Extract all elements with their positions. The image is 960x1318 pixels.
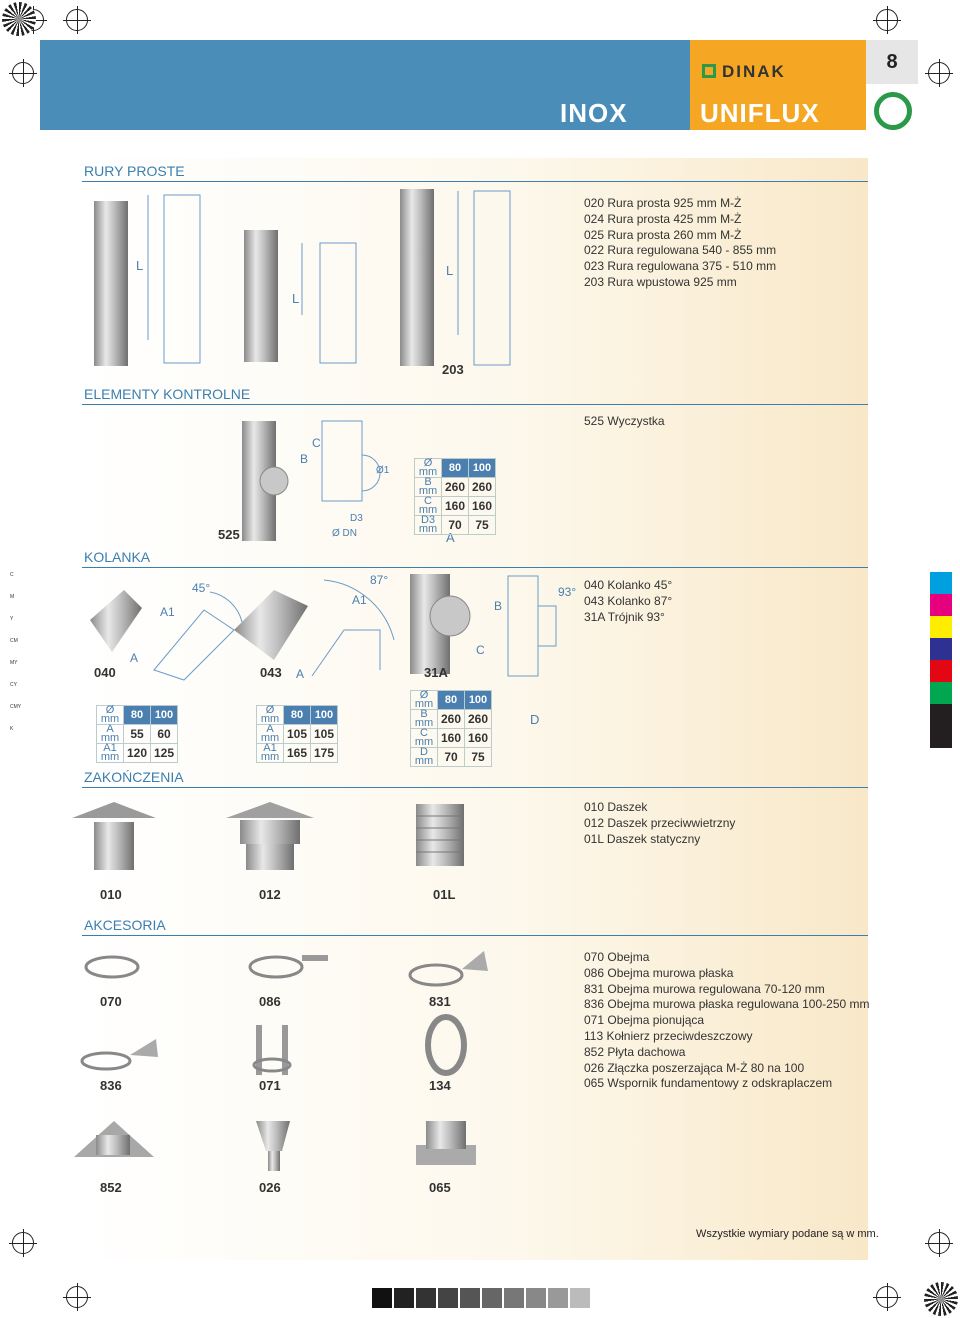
table-cell: 105 bbox=[284, 725, 311, 744]
code-070: 070 bbox=[100, 994, 122, 1009]
dim-L: L bbox=[446, 263, 454, 278]
table-cell: 160 bbox=[469, 497, 496, 516]
dim-d: D bbox=[530, 712, 540, 727]
table-040 bbox=[96, 705, 178, 763]
gray-step bbox=[438, 1288, 458, 1308]
table-cell: B mm bbox=[411, 710, 438, 729]
table-row bbox=[411, 710, 492, 729]
color-label-cy: CY bbox=[10, 682, 17, 688]
dim-L: L bbox=[292, 291, 300, 306]
table-row bbox=[415, 516, 496, 535]
gray-step bbox=[460, 1288, 480, 1308]
code-134: 134 bbox=[429, 1078, 451, 1093]
grayscale-bar bbox=[372, 1288, 592, 1313]
table-row bbox=[411, 691, 492, 710]
table-cell: 100 bbox=[465, 691, 492, 710]
desc-line: 022 Rura regulowana 540 - 855 mm bbox=[584, 243, 777, 258]
table-row bbox=[415, 459, 496, 478]
series-circle-icon bbox=[874, 92, 912, 130]
table-cell: 260 bbox=[465, 710, 492, 729]
color-bar-right bbox=[930, 572, 952, 748]
swatch-green bbox=[930, 682, 952, 704]
code-012: 012 bbox=[259, 887, 281, 902]
gray-step bbox=[372, 1288, 392, 1308]
brand-inox: INOX bbox=[560, 98, 628, 128]
table-cell: 260 bbox=[438, 710, 465, 729]
table-row bbox=[97, 706, 178, 725]
table-cell: Ø mm bbox=[257, 706, 284, 725]
table-043 bbox=[256, 705, 338, 763]
table-row bbox=[97, 744, 178, 763]
section-divider bbox=[82, 935, 868, 936]
table-row bbox=[411, 729, 492, 748]
table-cell: 70 bbox=[438, 748, 465, 767]
dim-a1: A1 bbox=[160, 605, 175, 619]
gray-step bbox=[504, 1288, 524, 1308]
gray-step bbox=[570, 1288, 590, 1308]
desc-line: 025 Rura prosta 260 mm M-Ż bbox=[584, 227, 742, 242]
code-026: 026 bbox=[259, 1180, 281, 1195]
desc-line: 026 Złączka poszerzająca M-Ż 80 na 100 bbox=[584, 1060, 805, 1075]
dim-d3: D3 bbox=[350, 513, 363, 524]
color-label-c: C bbox=[10, 572, 14, 578]
desc-line: 024 Rura prosta 425 mm M-Ż bbox=[584, 211, 742, 226]
logo-text: DINAK bbox=[722, 62, 786, 81]
dim-o1: Ø1 bbox=[376, 465, 390, 476]
code-010: 010 bbox=[100, 887, 122, 902]
table-cell: A1 mm bbox=[97, 744, 124, 763]
table-cell: C mm bbox=[415, 497, 442, 516]
desc-line: 070 Obejma bbox=[584, 950, 650, 964]
table-cell: 75 bbox=[465, 748, 492, 767]
section-title-kontrolne: ELEMENTY KONTROLNE bbox=[84, 386, 251, 402]
table-row bbox=[257, 744, 338, 763]
angle-87: 87° bbox=[370, 573, 389, 587]
table-cell: 80 bbox=[284, 706, 311, 725]
desc-line: 831 Obejma murowa regulowana 70-120 mm bbox=[584, 981, 825, 996]
registration-mark-icon bbox=[12, 1232, 34, 1254]
table-cell: A1 mm bbox=[257, 744, 284, 763]
table-cell: 165 bbox=[284, 744, 311, 763]
color-label-m: M bbox=[10, 594, 15, 600]
desc-line: 071 Obejma pionująca bbox=[584, 1013, 705, 1028]
angle-45: 45° bbox=[192, 581, 211, 595]
star-target-icon bbox=[2, 2, 36, 36]
table-row bbox=[415, 478, 496, 497]
color-label-k: K bbox=[10, 726, 14, 732]
section-title-zakonczenia: ZAKOŃCZENIA bbox=[84, 769, 184, 785]
registration-mark-icon bbox=[928, 1232, 950, 1254]
table-cell: Ø mm bbox=[97, 706, 124, 725]
desc-line: 203 Rura wpustowa 925 mm bbox=[584, 274, 737, 289]
rury-illustration bbox=[84, 185, 534, 375]
swatch-black bbox=[930, 704, 952, 726]
table-cell: B mm bbox=[415, 478, 442, 497]
desc-line: 31A Trójnik 93° bbox=[584, 609, 665, 624]
desc-line: 113 Kołnierz przeciwdeszczowy bbox=[584, 1028, 753, 1043]
kolanka-description bbox=[584, 578, 672, 625]
table-cell: 175 bbox=[311, 744, 338, 763]
dim-a1: A1 bbox=[352, 593, 367, 607]
table-cell: 125 bbox=[151, 744, 178, 763]
code-065: 065 bbox=[429, 1180, 451, 1195]
dim-b: B bbox=[300, 452, 309, 466]
desc-line: 01L Daszek statyczny bbox=[584, 831, 701, 846]
desc-line: 836 Obejma murowa płaska regulowana 100-250 mm bbox=[584, 997, 870, 1012]
registration-mark-icon bbox=[876, 9, 898, 31]
table-cell: 60 bbox=[151, 725, 178, 744]
desc-line: 040 Kolanko 45° bbox=[584, 578, 673, 592]
table-cell: Ø mm bbox=[411, 691, 438, 710]
table-cell: C mm bbox=[411, 729, 438, 748]
registration-mark-icon bbox=[876, 1286, 898, 1308]
section-divider bbox=[82, 404, 868, 405]
code-203: 203 bbox=[442, 362, 464, 377]
code-071: 071 bbox=[259, 1078, 281, 1093]
table-cell: D mm bbox=[411, 748, 438, 767]
gray-step bbox=[416, 1288, 436, 1308]
desc-line: 086 Obejma murowa płaska bbox=[584, 965, 734, 980]
desc-line: 525 Wyczystka bbox=[584, 414, 665, 428]
table-row bbox=[257, 706, 338, 725]
swatch-magenta bbox=[930, 594, 952, 616]
table-cell: 80 bbox=[438, 691, 465, 710]
table-cell: A mm bbox=[257, 725, 284, 744]
dim-a: A bbox=[296, 667, 305, 681]
code-525: 525 bbox=[218, 527, 240, 542]
color-bar-left bbox=[10, 572, 32, 748]
color-label-y: Y bbox=[10, 616, 14, 622]
angle-93: 93° bbox=[558, 585, 577, 599]
table-cell: 100 bbox=[469, 459, 496, 478]
desc-line: 043 Kolanko 87° bbox=[584, 593, 673, 608]
brand-uniflux: UNIFLUX bbox=[700, 98, 820, 128]
logo-mark-icon bbox=[702, 64, 716, 78]
dim-a: A bbox=[446, 530, 455, 545]
section-divider bbox=[82, 181, 868, 182]
color-label-cmy: CMY bbox=[10, 704, 22, 710]
code-31a: 31A bbox=[424, 665, 448, 680]
desc-line: 065 Wspornik fundamentowy z odskraplaczem bbox=[584, 1076, 833, 1091]
akcesoria-illustration bbox=[70, 945, 490, 1175]
swatch-yellow bbox=[930, 616, 952, 638]
table-cell: 70 bbox=[442, 516, 469, 535]
table-cell: 160 bbox=[465, 729, 492, 748]
dim-a: A bbox=[130, 651, 139, 665]
table-cell: 160 bbox=[442, 497, 469, 516]
registration-mark-icon bbox=[928, 62, 950, 84]
table-cell: 55 bbox=[124, 725, 151, 744]
gray-step bbox=[526, 1288, 546, 1308]
code-01l: 01L bbox=[433, 887, 456, 902]
rury-description bbox=[584, 196, 776, 291]
zakonczenia-description bbox=[584, 800, 735, 847]
dim-dn: Ø DN bbox=[332, 528, 357, 539]
code-831: 831 bbox=[429, 994, 451, 1009]
section-divider bbox=[82, 787, 868, 788]
table-cell: 105 bbox=[311, 725, 338, 744]
wyczystka-illustration bbox=[236, 415, 436, 545]
dim-b: B bbox=[494, 599, 503, 613]
table-cell: 100 bbox=[151, 706, 178, 725]
table-row bbox=[415, 497, 496, 516]
color-label-my: MY bbox=[10, 660, 18, 666]
table-cell: 80 bbox=[442, 459, 469, 478]
table-cell: 160 bbox=[438, 729, 465, 748]
gray-step bbox=[482, 1288, 502, 1308]
table-row bbox=[257, 725, 338, 744]
registration-mark-icon bbox=[12, 62, 34, 84]
section-title-rury: RURY PROSTE bbox=[84, 163, 185, 179]
dim-c: C bbox=[476, 643, 485, 657]
table-cell: 80 bbox=[124, 706, 151, 725]
code-836: 836 bbox=[100, 1078, 122, 1093]
table-cell: 75 bbox=[469, 516, 496, 535]
footnote: Wszystkie wymiary podane są w mm. bbox=[696, 1228, 879, 1240]
zakonczenia-illustration bbox=[70, 798, 490, 878]
kontrolne-description bbox=[584, 414, 665, 430]
table-cell: A mm bbox=[97, 725, 124, 744]
desc-line: 023 Rura regulowana 375 - 510 mm bbox=[584, 259, 777, 274]
code-852: 852 bbox=[100, 1180, 122, 1195]
table-row bbox=[411, 748, 492, 767]
table-cell: Ø mm bbox=[415, 459, 442, 478]
dim-L: L bbox=[136, 258, 144, 273]
akcesoria-description bbox=[584, 950, 870, 1092]
section-title-kolanka: KOLANKA bbox=[84, 549, 151, 565]
table-525 bbox=[414, 458, 496, 535]
color-label-cm: CM bbox=[10, 638, 18, 644]
registration-mark-icon bbox=[66, 9, 88, 31]
table-31a bbox=[410, 690, 492, 767]
code-040: 040 bbox=[94, 665, 116, 680]
table-cell: 260 bbox=[469, 478, 496, 497]
gray-step bbox=[394, 1288, 414, 1308]
code-043: 043 bbox=[260, 665, 282, 680]
section-title-akcesoria: AKCESORIA bbox=[84, 917, 166, 933]
table-row bbox=[97, 725, 178, 744]
section-divider bbox=[82, 567, 868, 568]
dinak-logo bbox=[702, 62, 786, 82]
table-cell: 100 bbox=[311, 706, 338, 725]
desc-line: 020 Rura prosta 925 mm M-Ż bbox=[584, 196, 742, 210]
swatch-blue bbox=[930, 638, 952, 660]
desc-line: 010 Daszek bbox=[584, 800, 648, 814]
table-cell: D3 mm bbox=[415, 516, 442, 535]
desc-line: 852 Płyta dachowa bbox=[584, 1044, 686, 1059]
swatch-black bbox=[930, 726, 952, 748]
page-number: 8 bbox=[866, 40, 918, 84]
table-cell: 120 bbox=[124, 744, 151, 763]
table-cell: 260 bbox=[442, 478, 469, 497]
star-target-icon bbox=[924, 1282, 958, 1316]
registration-mark-icon bbox=[66, 1286, 88, 1308]
kolanka-illustration bbox=[84, 570, 584, 690]
code-086: 086 bbox=[259, 994, 281, 1009]
desc-line: 012 Daszek przeciwwietrzny bbox=[584, 815, 736, 830]
swatch-red bbox=[930, 660, 952, 682]
swatch-cyan bbox=[930, 572, 952, 594]
dim-c: C bbox=[312, 436, 321, 450]
gray-step bbox=[548, 1288, 568, 1308]
